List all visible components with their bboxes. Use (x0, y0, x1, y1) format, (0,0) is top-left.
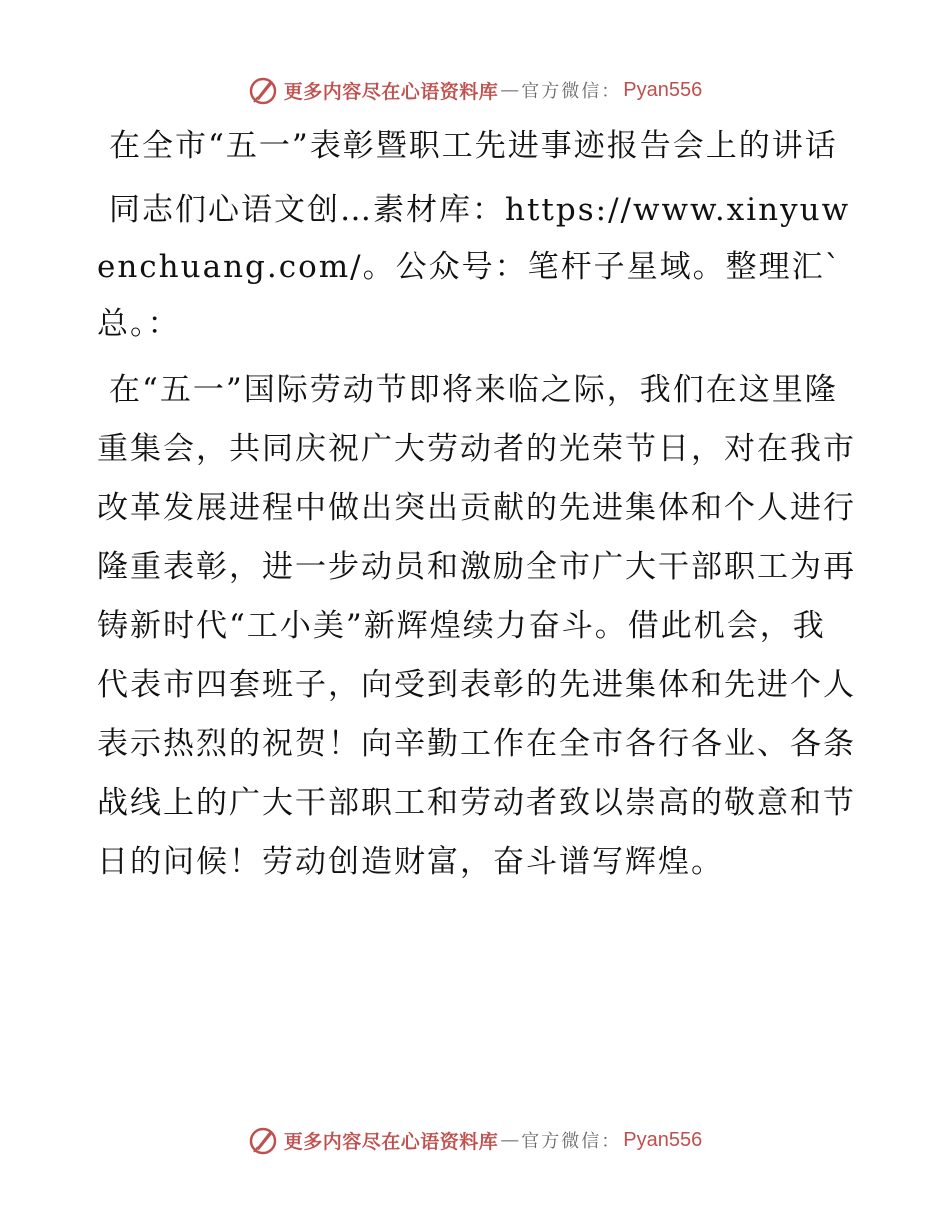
banner-separator: — (500, 1129, 520, 1151)
document-intro: 同志们心语文创…素材库：https://www.xinyuwenchuang.com/。公众号：笔杆子星域。整理汇`总。： (97, 192, 851, 342)
header-banner (0, 70, 950, 110)
banner-main-text: 更多内容尽在心语资料库 (283, 1130, 499, 1153)
banner-main-text: 更多内容尽在心语资料库 (283, 80, 499, 103)
document-title: 在全市“五一”表彰暨职工先进事迹报告会上的讲话 (109, 128, 838, 164)
quill-logo-icon (248, 75, 278, 105)
document-body (97, 118, 857, 900)
footer-banner (0, 1120, 950, 1160)
banner-wechat-label: 官方微信： (521, 1131, 622, 1152)
quill-logo-icon (248, 1125, 278, 1155)
banner-separator: — (500, 79, 520, 101)
banner-wechat-label: 官方微信： (521, 81, 622, 102)
banner-wechat-id: Pyan556 (623, 1128, 703, 1151)
document-paragraph: 在“五一”国际劳动节即将来临之际，我们在这里隆重集会，共同庆祝广大劳动者的光荣节日，对在我市改革发展进程中做出突出贡献的先进集体和个人进行隆重表彰，进一步动员和激励全市广大干部职工为再铸新时代“工小美”新辉煌续力奋斗。借此机会，我代表市四套班子，向受到表彰的先进集体和先进个人表示热烈的祝贺！向辛勤工作在全市各行各业、各条战线上的广大干部职工和劳动者致以崇高的敬意和节日的问候！劳动创造财富，奋斗谱写辉煌。 (97, 372, 856, 880)
banner-wechat-id: Pyan556 (623, 78, 703, 101)
